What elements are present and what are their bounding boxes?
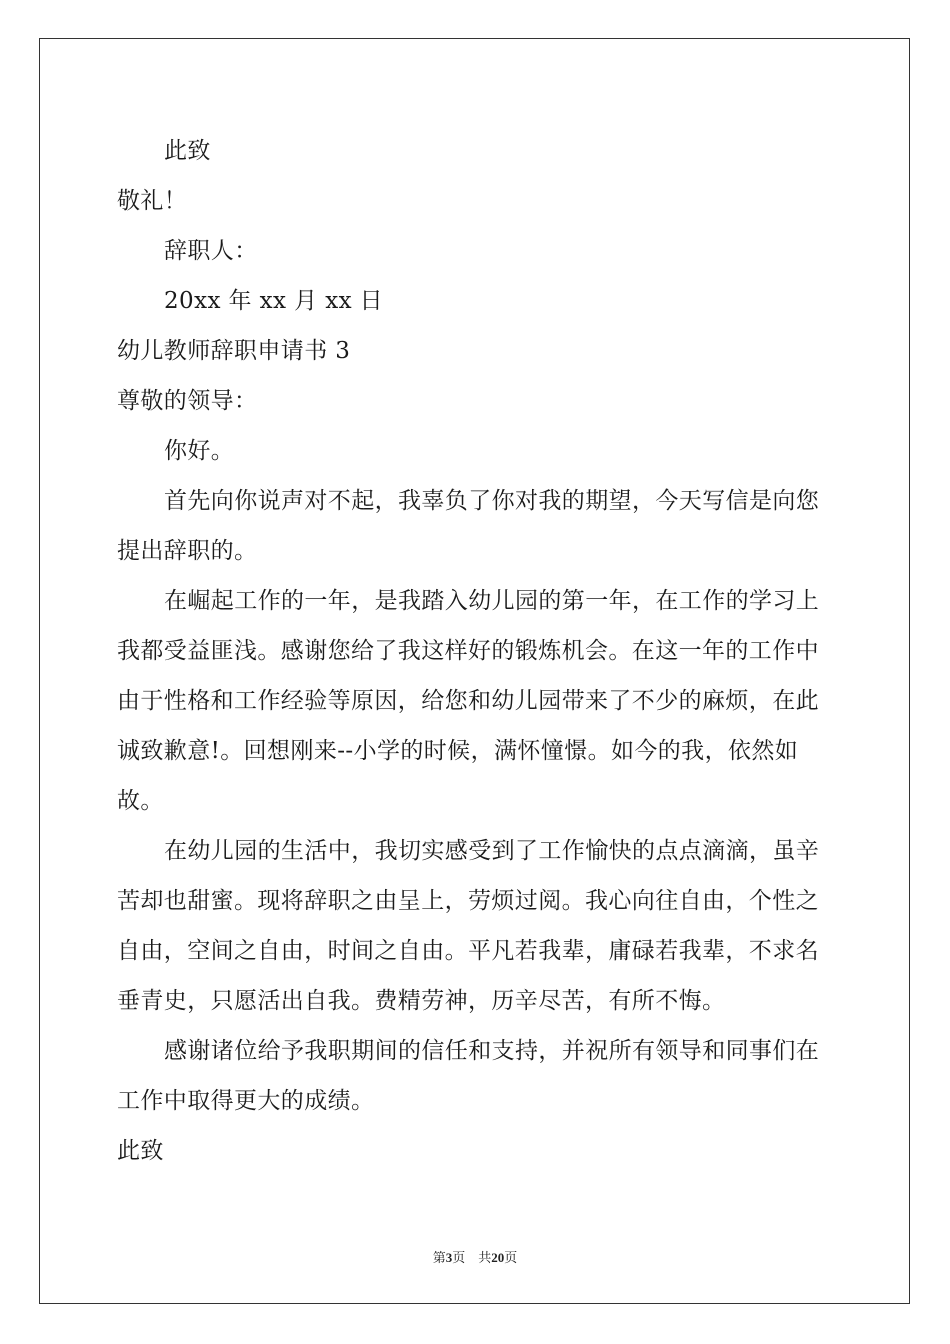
page-number: 3 <box>445 1250 453 1265</box>
text-line: 诚致歉意!。回想刚来--小学的时候，满怀憧憬。如今的我，依然如 <box>117 738 799 764</box>
total-pages: 20 <box>491 1250 505 1265</box>
text-line: 在崛起工作的一年，是我踏入幼儿园的第一年，在工作的学习上 <box>164 588 820 614</box>
text-line: 工作中取得更大的成绩。 <box>117 1088 375 1114</box>
text-line: 在幼儿园的生活中，我切实感受到了工作愉快的点点滴滴，虽辛 <box>164 838 820 864</box>
text-line: 20xx 年 xx 月 xx 日 <box>164 288 384 314</box>
text-line: 感谢诸位给予我职期间的信任和支持，并祝所有领导和同事们在 <box>164 1038 820 1064</box>
text-line: 故。 <box>117 788 164 814</box>
salutation: 尊敬的领导： <box>117 388 258 414</box>
text-line: 苦却也甜蜜。现将辞职之由呈上，劳烦过阅。我心向往自由，个性之 <box>117 888 819 914</box>
text-line: 自由，空间之自由，时间之自由。平凡若我辈，庸碌若我辈，不求名 <box>117 938 819 964</box>
text-line: 由于性格和工作经验等原因，给您和幼儿园带来了不少的麻烦，在此 <box>117 688 819 714</box>
page-prefix: 第 <box>432 1250 446 1265</box>
text-line: 我都受益匪浅。感谢您给了我这样好的锻炼机会。在这一年的工作中 <box>117 638 819 664</box>
section-title: 幼儿教师辞职申请书 3 <box>117 338 351 364</box>
page-footer <box>0 1247 950 1266</box>
text-line: 首先向你说声对不起，我辜负了你对我的期望，今天写信是向您 <box>164 488 820 514</box>
page-suffix: 页 <box>452 1250 466 1265</box>
text-line: 敬礼！ <box>117 188 188 214</box>
text-line: 此致 <box>164 138 211 164</box>
total-suffix: 页 <box>504 1250 518 1265</box>
total-prefix: 共 <box>478 1250 492 1265</box>
text-line: 你好。 <box>164 438 235 464</box>
text-line: 此致 <box>117 1138 164 1164</box>
text-line: 辞职人： <box>164 238 258 264</box>
text-line: 提出辞职的。 <box>117 538 258 564</box>
text-line: 垂青史，只愿活出自我。费精劳神，历辛尽苦，有所不悔。 <box>117 988 726 1014</box>
